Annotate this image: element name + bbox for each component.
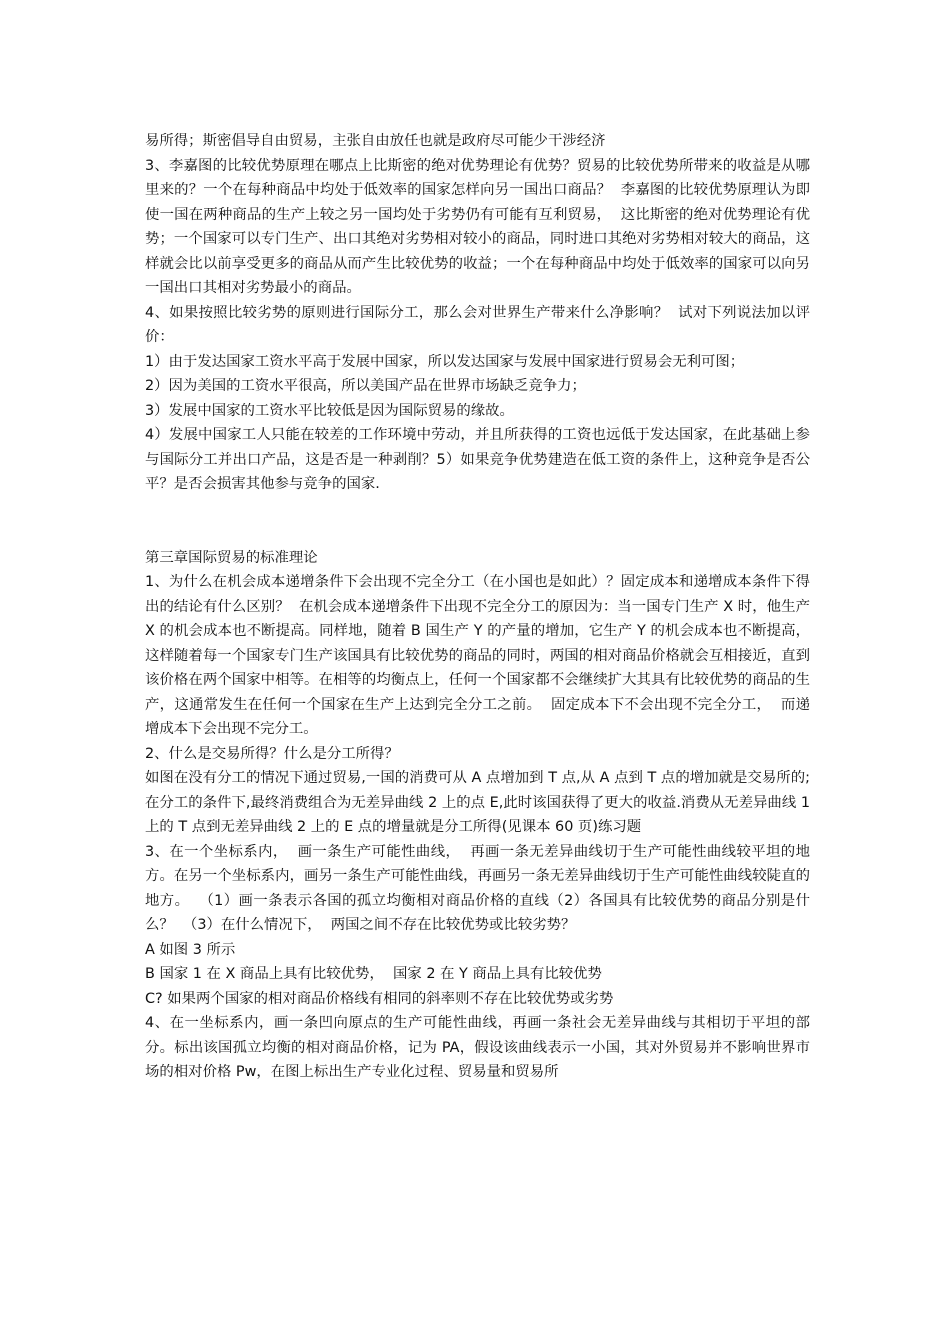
paragraph-question-4: 4、如果按照比较劣势的原则进行国际分工，那么会对世界生产带来什么净影响？ 试对下列说法加以评价： — [145, 304, 810, 345]
list-item-4-5: 4）发展中国家工人只能在较差的工作环境中劳动，并且所获得的工资也远低于发达国家，在此基础上参与国际分工并出口产品，这是否是一种剥削？5）如果竞争优势建造在低工资的条件上，这种竞争是否公平？是否会损害其他参与竞争的国家. — [145, 427, 810, 492]
paragraph-question-2: 2、什么是交易所得？什么是分工所得？ — [145, 745, 399, 762]
paragraph-gains-from-trade-smith: 易所得；斯密倡导自由贸易，主张自由放任也就是政府尽可能少干涉经济 — [145, 133, 606, 149]
document-body — [145, 129, 820, 1085]
chapter-heading: 第三章国际贸易的标准理论 — [145, 549, 318, 566]
paragraph-question-3-ppf: 3、在一个坐标系内， 画一条生产可能性曲线， 再画一条无差异曲线切于生产可能性曲线较平坦的地方。在另一个坐标系内，画另一条生产可能性曲线，再画另一条无差异曲线切于生产可能性曲线较陡直的地方。 （1）画一条表示各国的孤立均衡相对商品价格的直线（2）各国具有比较优势的商品分别是什么？ （3）在什么情况下， 两国之间不存在比较优势或比较劣势？ — [145, 843, 810, 933]
answer-a: A 如图 3 所示 — [145, 941, 236, 958]
section-spacer — [145, 497, 810, 546]
answer-c: C? 如果两个国家的相对商品价格线有相同的斜率则不存在比较优势或劣势 — [145, 990, 614, 1007]
list-item-3: 3）发展中国家的工资水平比较低是因为国际贸易的缘故。 — [145, 402, 514, 419]
paragraph-question-3-ricardo: 3、李嘉图的比较优势原理在哪点上比斯密的绝对优势理论有优势？贸易的比较优势所带来的收益是从哪里来的？一个在每种商品中均处于低效率的国家怎样向另一国出口商品？ 李嘉图的比较优势原理认为即使一国在两种商品的生产上较之另一国均处于劣势仍有可能有互利贸易， 这比斯密的绝对优势理论有优势；一个国家可以专门生产、出口其绝对劣势相对较小的商品，同时进口其绝对劣势相对较大的商品，这样就会比以前享受更多的商品从而产生比较优势的收益；一个在每种商品中均处于低效率的国家可以向另一国出口其相对劣势最小的商品。 — [145, 157, 810, 296]
list-item-2: 2）因为美国的工资水平很高，所以美国产品在世界市场缺乏竞争力； — [145, 378, 586, 394]
paragraph-answer-2: 如图在没有分工的情况下通过贸易,一国的消费可从 A 点增加到 T 点,从 A 点到 T 点的增加就是交易所的;在分工的条件下,最终消费组合为无差异曲线 2 上的点 E,此时该国获得了更大的收益.消费从无差异曲线 1 上的 T 点到无差异曲线 2 上的 E 点的增量就是分工所得(见课本 60 页)练习题 — [145, 770, 815, 835]
list-item-1: 1）由于发达国家工资水平高于发展中国家，所以发达国家与发展中国家进行贸易会无利可图； — [145, 353, 745, 370]
answer-b: B 国家 1 在 X 商品上具有比较优势， 国家 2 在 Y 商品上具有比较优势 — [145, 966, 602, 982]
paragraph-question-4-small-country: 4、在一坐标系内，画一条凹向原点的生产可能性曲线，再画一条社会无差异曲线与其相切于平坦的部分。标出该国孤立均衡的相对商品价格，记为 PA，假设该曲线表示一小国，其对外贸易并不影响世界市场的相对价格 Pw，在图上标出生产专业化过程、贸易量和贸易所 — [145, 1015, 810, 1080]
paragraph-question-1-increasing-cost: 1、为什么在机会成本递增条件下会出现不完全分工（在小国也是如此）？固定成本和递增成本条件下得出的结论有什么区别？ 在机会成本递增条件下出现不完全分工的原因为：当一国专门生产 X 时，他生产 X 的机会成本也不断提高。同样地，随着 B 国生产 Y 的产量的增加，它生产 Y 的机会成本也不断提高， 这样随着每一个国家专门生产该国具有比较优势的商品的同时，两国的相对商品价格就会互相接近，直到该价格在两个国家中相等。在相等的均衡点上，任何一个国家都不会继续扩大其具有比较优势的商品的生产，这通常发生在任何一个国家在生产上达到完全分工之前。 固定成本下不会出现不完全分工， 而递增成本下会出现不完分工。 — [145, 574, 820, 737]
